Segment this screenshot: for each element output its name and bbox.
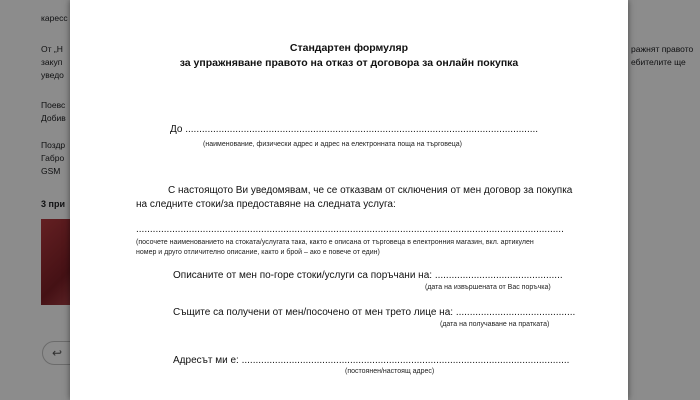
recipient-note: (наименование, физически адрес и адрес на електронната поща на търговеца) xyxy=(203,141,463,148)
email-text-line: каресс xyxy=(41,13,68,23)
email-text-line: закуп xyxy=(41,57,63,67)
address-line: Адресът ми е: ...................................................................................................................... xyxy=(173,355,570,366)
received-on-line: Същите са получени от мен/посочено от мен трето лице на: ........................................... xyxy=(173,307,576,318)
ordered-on-note: (дата на извършената от Вас поръчка) xyxy=(425,284,551,291)
email-text-line: От „Н xyxy=(41,44,63,54)
ordered-on-line: Описаните от мен по-горе стоки/услуги са поръчани на: .............................................. xyxy=(173,270,563,281)
goods-dotted-line: .......................................................................................................................................................... xyxy=(136,224,564,235)
email-text-line: ражнят правото xyxy=(631,44,694,54)
email-text-line: Поздр xyxy=(41,140,66,150)
notice-paragraph-line1: С настоящото Ви уведомявам, че се отказвам от сключения от мен договор за покупка xyxy=(168,185,573,196)
attachments-heading: 3 при xyxy=(41,199,65,209)
document-subtitle: за упражняване правото на отказ от договора за онлайн покупка xyxy=(179,57,519,69)
notice-paragraph-line2: на следните стоки/за предоставяне на следната услуга: xyxy=(136,199,396,210)
address-note: (постоянен/настоящ адрес) xyxy=(345,368,435,375)
email-text-line: Добив xyxy=(41,113,66,123)
email-text-line: уведо xyxy=(41,70,64,80)
received-on-note: (дата на получаване на пратката) xyxy=(440,321,550,328)
document-title: Стандартен формуляр xyxy=(289,42,409,54)
reply-icon: ↩ xyxy=(52,346,63,360)
goods-note-line1: (посочете наименованието на стоката/услугата така, както е описана от търговеца в електронния магазин, вкл. артикулен xyxy=(136,239,534,246)
email-text-line: GSM xyxy=(41,166,61,176)
goods-note-line2: номер и друго отличително описание, както и брой – ако е повече от един) xyxy=(136,249,380,256)
document-page xyxy=(70,0,628,400)
email-text-line: ебителите ще xyxy=(631,57,686,67)
email-text-line: Габро xyxy=(41,153,65,163)
recipient-line: До ............................................................................................................................... xyxy=(170,124,539,135)
email-text-line: Поевс xyxy=(41,100,66,110)
